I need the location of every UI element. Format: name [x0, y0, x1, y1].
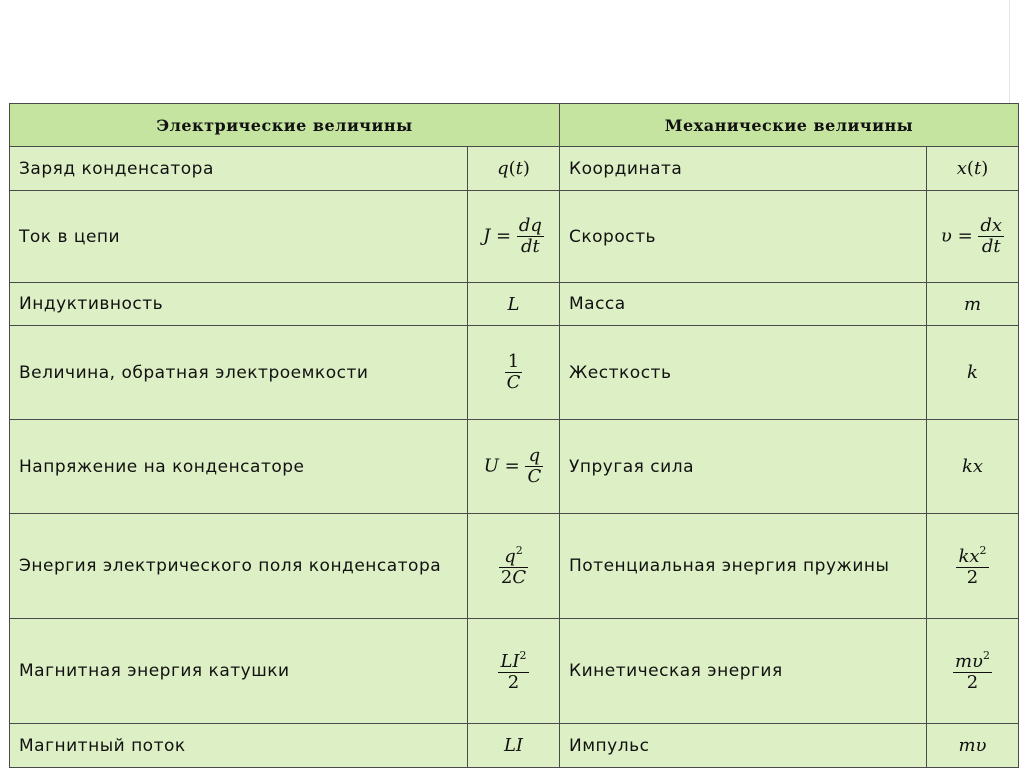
- mech-formula-cell: kx: [927, 420, 1019, 514]
- mech-formula-cell: $\frac{m\upsilon^2}{2}$: [927, 619, 1019, 724]
- mech-formula-cell: $\frac{kx^2}{2}$: [927, 514, 1019, 619]
- table-row: [10, 283, 1019, 326]
- el-formula-cell: U = $\frac{q}{C}$: [468, 420, 560, 514]
- mech-name-cell: Кинетическая энергия: [560, 619, 927, 724]
- el-name-cell: Магнитная энергия катушки: [10, 619, 468, 724]
- el-formula-cell: $\frac{1}{C}$: [468, 326, 560, 420]
- mech-formula-cell: m: [927, 283, 1019, 326]
- el-name-cell: Напряжение на конденсаторе: [10, 420, 468, 514]
- mech-formula-cell: k: [927, 326, 1019, 420]
- table-row: [10, 147, 1019, 191]
- mech-name-cell: Скорость: [560, 191, 927, 283]
- mech-name-cell: Масса: [560, 283, 927, 326]
- mech-formula-cell: υ = $\frac{dx}{dt}$: [927, 191, 1019, 283]
- mech-formula-cell: mυ: [927, 724, 1019, 768]
- el-formula-cell: LI: [468, 724, 560, 768]
- mech-name-cell: Жесткость: [560, 326, 927, 420]
- table-row: [10, 191, 1019, 283]
- el-formula-cell: q(t): [468, 147, 560, 191]
- el-name-cell: Величина, обратная электроемкости: [10, 326, 468, 420]
- el-name-cell: Заряд конденсатора: [10, 147, 468, 191]
- table-row: [10, 326, 1019, 420]
- header-mechanical: Механические величины: [560, 104, 1019, 147]
- table-row: [10, 619, 1019, 724]
- el-name-cell: Магнитный поток: [10, 724, 468, 768]
- mech-formula-cell: x(t): [927, 147, 1019, 191]
- table-row: [10, 514, 1019, 619]
- analogy-table: [9, 103, 1019, 768]
- table-row: [10, 420, 1019, 514]
- header-electric: Электрические величины: [10, 104, 560, 147]
- mech-name-cell: Потенциальная энергия пружины: [560, 514, 927, 619]
- el-formula-cell: $\frac{q^2}{2C}$: [468, 514, 560, 619]
- mech-name-cell: Координата: [560, 147, 927, 191]
- table-row: [10, 724, 1019, 768]
- mech-name-cell: Импульс: [560, 724, 927, 768]
- el-name-cell: Индуктивность: [10, 283, 468, 326]
- mech-name-cell: Упругая сила: [560, 420, 927, 514]
- header-row: [10, 104, 1019, 147]
- el-name-cell: Ток в цепи: [10, 191, 468, 283]
- el-formula-cell: J = $\frac{dq}{dt}$: [468, 191, 560, 283]
- el-formula-cell: $\frac{LI^2}{2}$: [468, 619, 560, 724]
- el-formula-cell: L: [468, 283, 560, 326]
- el-name-cell: Энергия электрического поля конденсатора: [10, 514, 468, 619]
